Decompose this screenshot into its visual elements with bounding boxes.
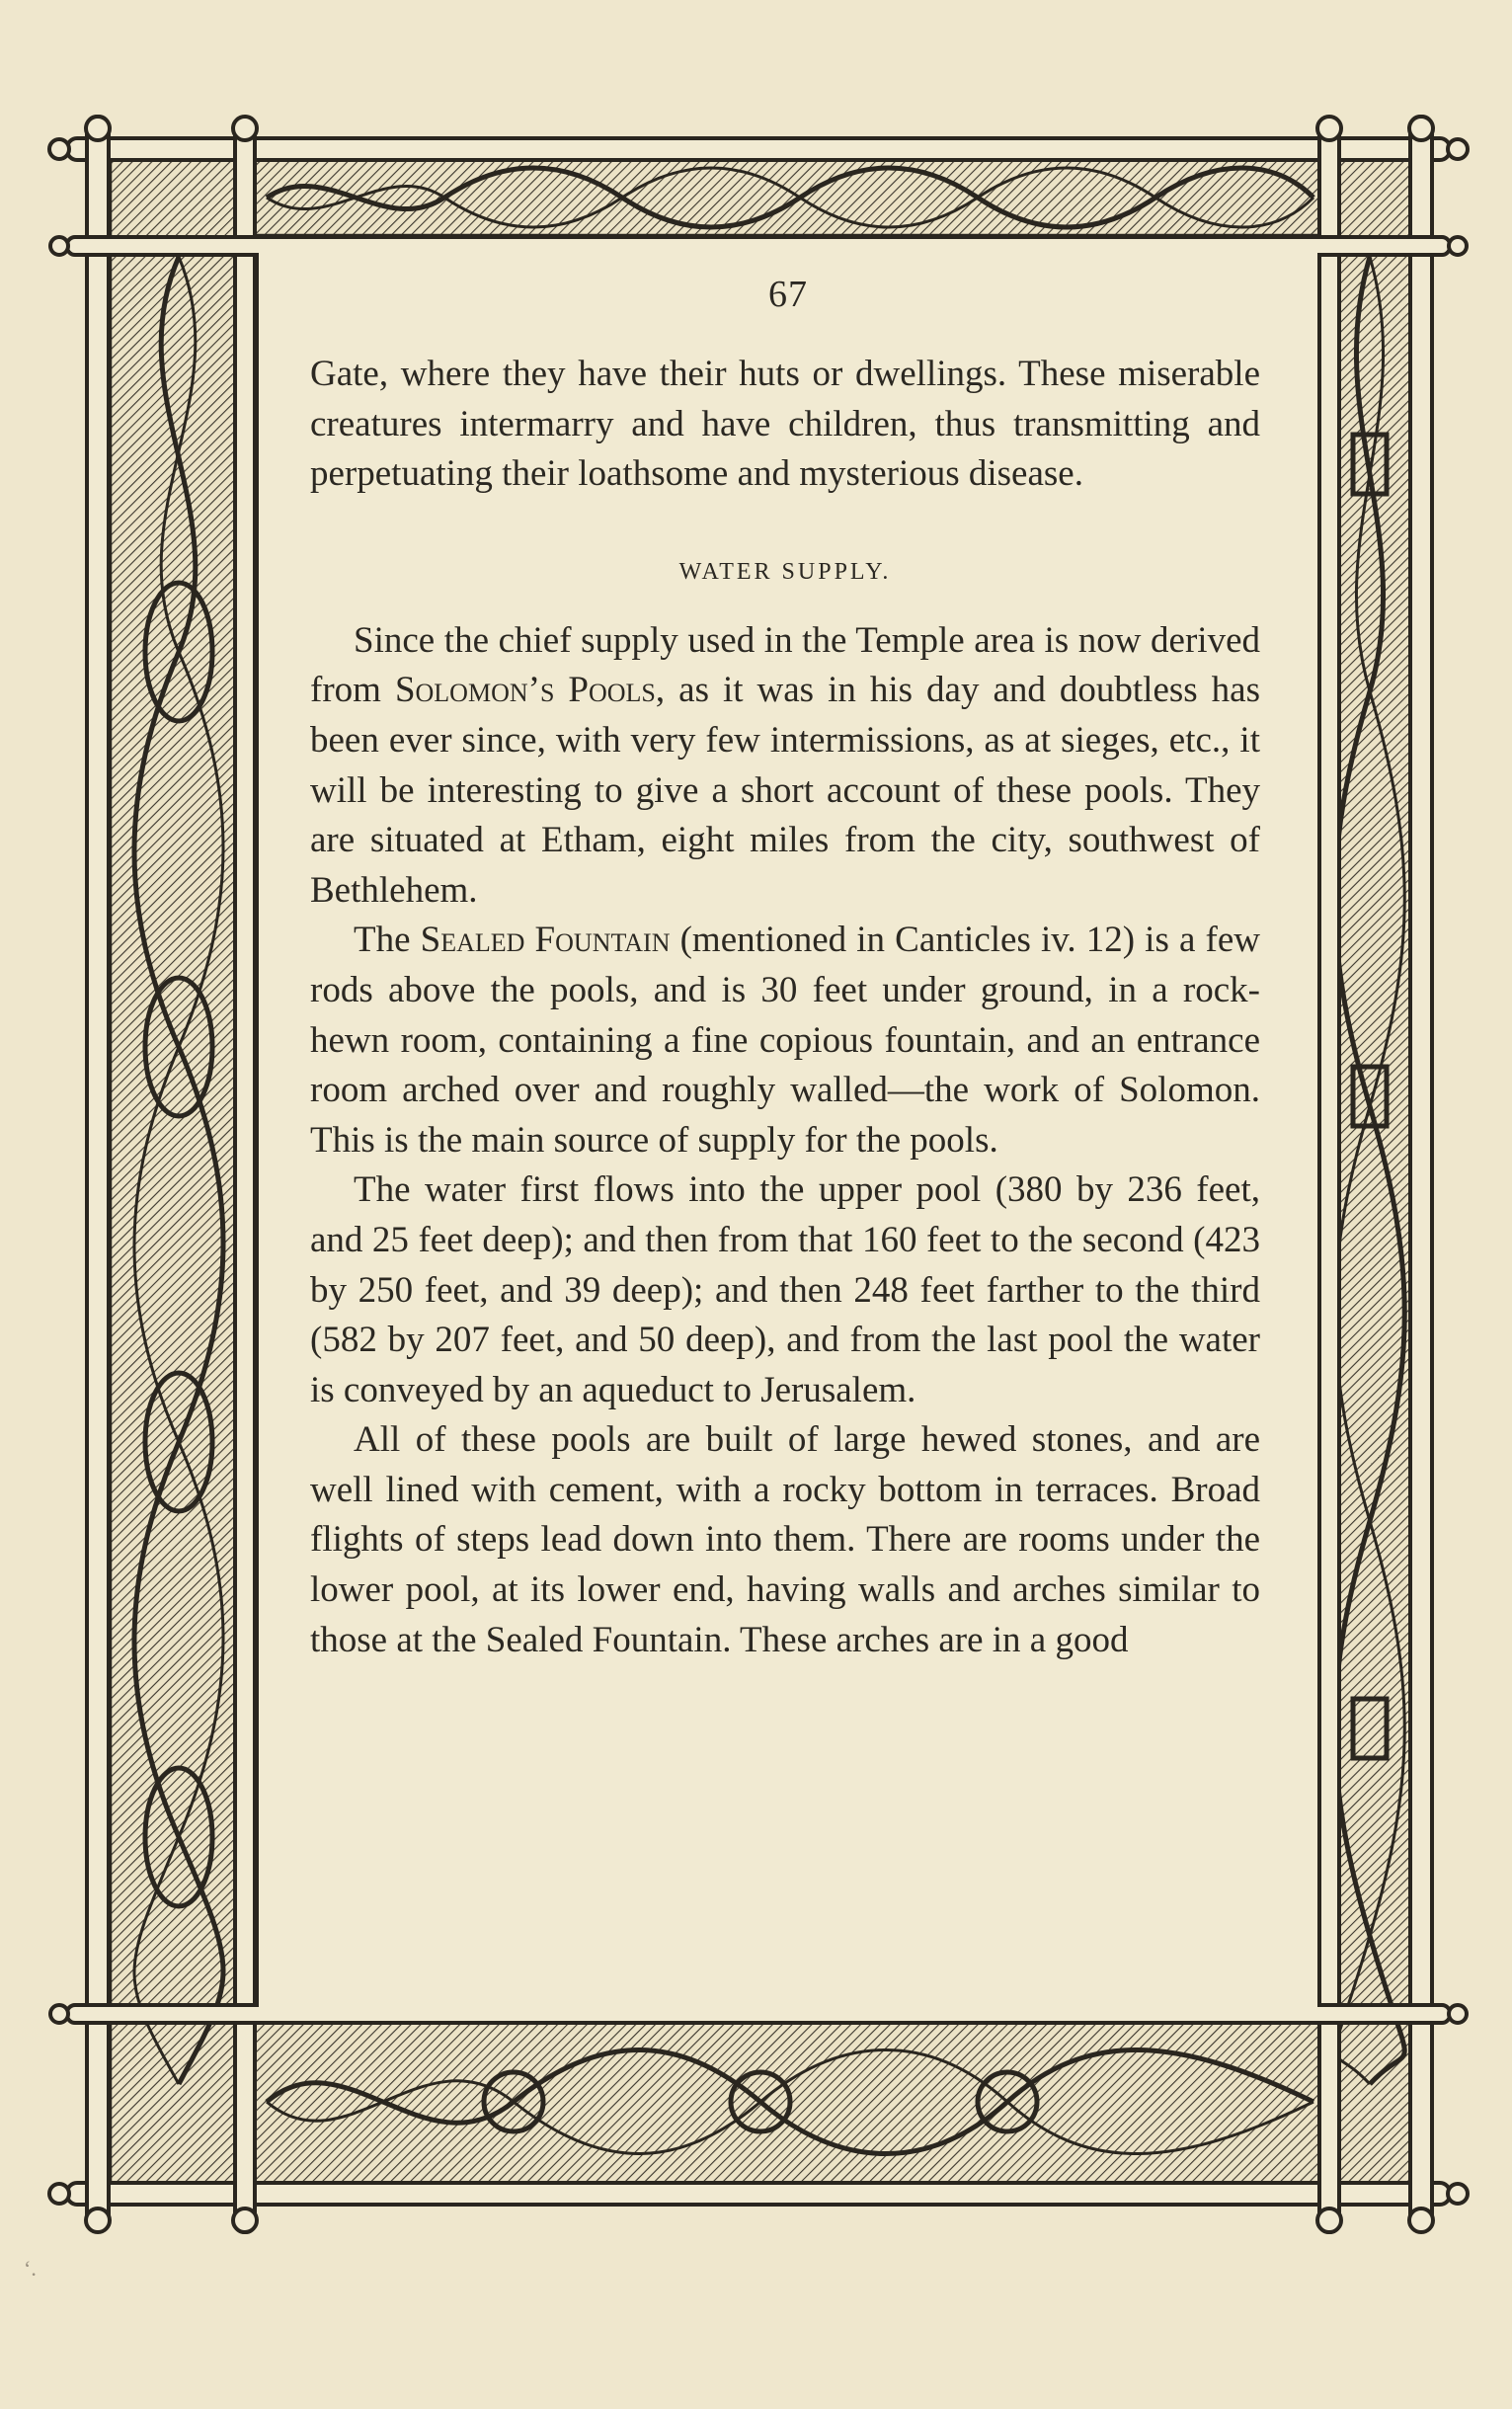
stray-ink-mark: ‘. [24,2256,37,2281]
paragraph-text: Since the chief supply used in the Temple area is now derived from [310,619,1260,711]
paragraph-sealed-fountain [310,916,1260,1165]
body-text [310,350,1260,1665]
section-heading: WATER SUPPLY. [678,558,892,585]
smallcaps-sealed-fountain: Sealed Fountain [420,920,671,961]
text-panel [259,247,1317,2010]
paragraph-water-supply [310,616,1260,917]
paragraph-text: The [354,920,421,961]
paragraph-text: , as it was in his day and doubtless has been ever since, with very few intermissions, as at sieges, etc., it will be interesting to give a short account of these pools. They are situated at Etham, eight miles from the city, southwest of Bethlehem. [310,670,1261,911]
paragraph-continued: Gate, where they have their huts or dwellings. These miserable creatures intermarry and have children, thus transmitting and perpetuating their loathsome and mysterious disease. [310,354,1260,495]
paragraph-pool-construction: All of these pools are built of large hewed stones, and are well lined with cement, with a rocky bottom in terraces. Broad flights of steps lead down into them. There are rooms under the lower pool, at its lower end, having walls and arches similar to those at the Sealed Fountain. These arches are in a good [310,1419,1260,1660]
smallcaps-solomons-pools: Solomon’s Pools [394,670,656,711]
paragraph-pool-dimensions: The water first flows into the upper pool (380 by 236 feet, and 25 feet deep); and then from that 160 feet to the second (423 by 250 feet, and 39 deep); and then 248 feet farther to the third (582 by 207 feet, and 50 deep), and from the last pool the water is conveyed by an aqueduct to Jerusalem. [310,1169,1260,1410]
paragraph-text: (mentioned in Canticles iv. 12) is a few rods above the pools, and is 30 feet under ground, in a rock-hewn room, containing a fine copious fountain, and an entrance room arched over and roughly walled—the work of Solomon. This is the main source of supply for the pools. [310,920,1260,1161]
page-number: 67 [768,274,808,315]
